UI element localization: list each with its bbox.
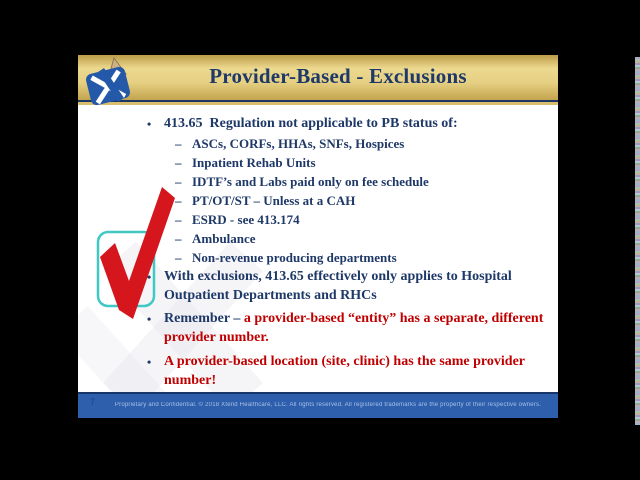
dash-marker: – [175, 250, 182, 265]
slide-title: Provider-Based - Exclusions [209, 64, 467, 88]
sub-bullet-item [78, 191, 558, 210]
bullet-item [78, 309, 558, 347]
bullet-marker: • [147, 117, 152, 131]
sub-bullet-item [78, 172, 558, 191]
dash-marker: – [175, 155, 182, 170]
sub-bullet-text: Ambulance [192, 231, 256, 246]
bullet-item [78, 352, 558, 390]
dash-marker: – [175, 193, 182, 208]
bullet-marker: • [147, 270, 152, 284]
video-noise-strip [635, 57, 640, 425]
sub-bullet-text: IDTF’s and Labs paid only on fee schedule [192, 174, 429, 189]
bullet-item [78, 114, 558, 134]
presentation-slide [78, 55, 558, 418]
bullet-text-red: a provider-based “entity” has a separate, different provider number. [164, 311, 547, 345]
dash-marker: – [175, 212, 182, 227]
sub-bullet-item [78, 153, 558, 172]
bullet-text: 413.65 Regulation not applicable to PB status of: [164, 116, 458, 131]
dash-marker: – [175, 231, 182, 246]
bullet-text [164, 309, 558, 347]
page-number: 7 [90, 397, 96, 407]
sub-bullet-text: PT/OT/ST – Unless at a CAH [192, 193, 356, 208]
slide-body [78, 105, 558, 390]
sub-bullet-text: Non-revenue producing departments [192, 250, 397, 265]
dash-marker: – [175, 174, 182, 189]
dash-marker: – [175, 136, 182, 151]
slide-footer [78, 392, 558, 418]
sub-bullet-text: Inpatient Rehab Units [192, 155, 316, 170]
sub-bullet-text: ESRD - see 413.174 [192, 212, 300, 227]
bullet-text: With exclusions, 413.65 effectively only applies to Hospital Outpatient Departments and RHCs [164, 269, 516, 303]
xtend-healthcare-logo-icon [80, 56, 136, 106]
bullet-marker: • [147, 355, 152, 369]
bullet-item [78, 267, 558, 305]
bullet-text-blue: Remember – [164, 311, 244, 326]
sub-bullet-text: ASCs, CORFs, HHAs, SNFs, Hospices [192, 136, 405, 151]
sub-bullet-item [78, 134, 558, 153]
copyright-text: Proprietary and Confidential. © 2018 Xtend Healthcare, LLC. All rights reserved. All registered trademarks are the property of their respective owners. [114, 402, 542, 408]
sub-bullet-item [78, 210, 558, 229]
sub-bullet-item [78, 229, 558, 248]
bullet-text: A provider-based location (site, clinic) has the same provider number! [164, 354, 529, 388]
sub-bullet-item [78, 248, 558, 267]
bullet-marker: • [147, 312, 152, 326]
